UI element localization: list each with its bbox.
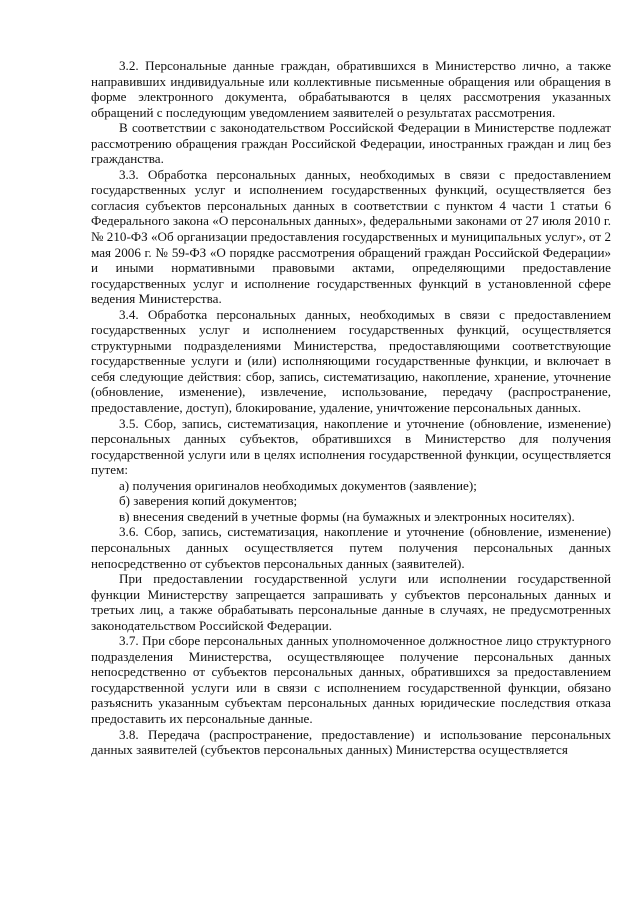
paragraph-prohibition: При предоставлении государственной услуги или исполнении государственной функции Министерству запрещается запрашивать у субъектов персональных данных и третьих лиц, а также обрабатывать персональные данные в случаях, не предусмотренных законодательством Российской Федерации.: [91, 571, 611, 633]
list-item-v: в) внесения сведений в учетные формы (на бумажных и электронных носителях).: [119, 508, 575, 524]
paragraph-3-5: 3.5. Сбор, запись, систематизация, накопление и уточнение (обновление, изменение) персональных данных субъектов, обратившихся в Министерство для получения государственной услуги или в целях исполнения государственной функции, осуществляется путем:: [91, 415, 611, 478]
paragraph-3-3: 3.3. Обработка персональных данных, необходимых в связи с предоставлением государственных услуг и исполнением государственных функций, осуществляется без согласия субъектов персональных данных в соответствии с пунктом 4 части 1 статьи 6 Федерального закона «О персональных данных», федеральными законами от 27 июля 2010 г. № 210-ФЗ «Об организации предоставления государственных и муниципальных услуг», от 2 мая 2006 г. № 59-ФЗ «О порядке рассмотрения обращений граждан Российской Федерации» и иными нормативными правовыми актами, определяющими предоставление государственных услуг и исполнение государственных функций в установленной сфере ведения Министерства.: [91, 166, 611, 307]
paragraph-3-2: 3.2. Персональные данные граждан, обратившихся в Министерство лично, а также направивших индивидуальные или коллективные письменные обращения или обращения в форме электронного документа, обрабатываются в целях рассмотрения указанных обращений с последующим уведомлением заявителей о результатах рассмотрения.: [91, 58, 611, 120]
paragraph-3-8: 3.8. Передача (распространение, предоставление) и использование персональных данных заявителей (субъектов персональных данных) Министерства осуществляется: [91, 726, 611, 758]
paragraph-3-4: 3.4. Обработка персональных данных, необходимых в связи с предоставлением государственных услуг и исполнением государственных функций, осуществляется структурными подразделениями Министерства, предоставляющими соответствующие государственные услуги и (или) исполняющими государственные функции, и включает в себя следующие действия: сбор, запись, систематизацию, накопление, хранение, уточнение (обновление, изменение), извлечение, использование, передачу (распространение, предоставление, доступ), блокирование, удаление, уничтожение персональных данных.: [91, 306, 611, 416]
paragraph-3-6: 3.6. Сбор, запись, систематизация, накопление и уточнение (обновление, изменение) персональных данных осуществляется путем получения персональных данных непосредственно от субъектов персональных данных (заявителей).: [91, 524, 611, 571]
list-item-b: б) заверения копий документов;: [119, 493, 298, 509]
list-item-a: а) получения оригиналов необходимых документов (заявление);: [119, 477, 477, 493]
paragraph-legislation: В соответствии с законодательством Российской Федерации в Министерстве подлежат рассмотрению обращения граждан Российской Федерации, иностранных граждан и лиц без гражданства.: [91, 120, 611, 167]
document-page: [91, 58, 611, 758]
paragraph-3-7: 3.7. При сборе персональных данных уполномоченное должностное лицо структурного подразделения Министерства, осуществляющее получение персональных данных непосредственно от субъектов персональных данных, обратившихся за предоставлением государственной услуги или в связи с исполнением государственной функции, обязано разъяснить указанным субъектам персональных данных юридические последствия отказа предоставить их персональные данные.: [91, 633, 611, 726]
